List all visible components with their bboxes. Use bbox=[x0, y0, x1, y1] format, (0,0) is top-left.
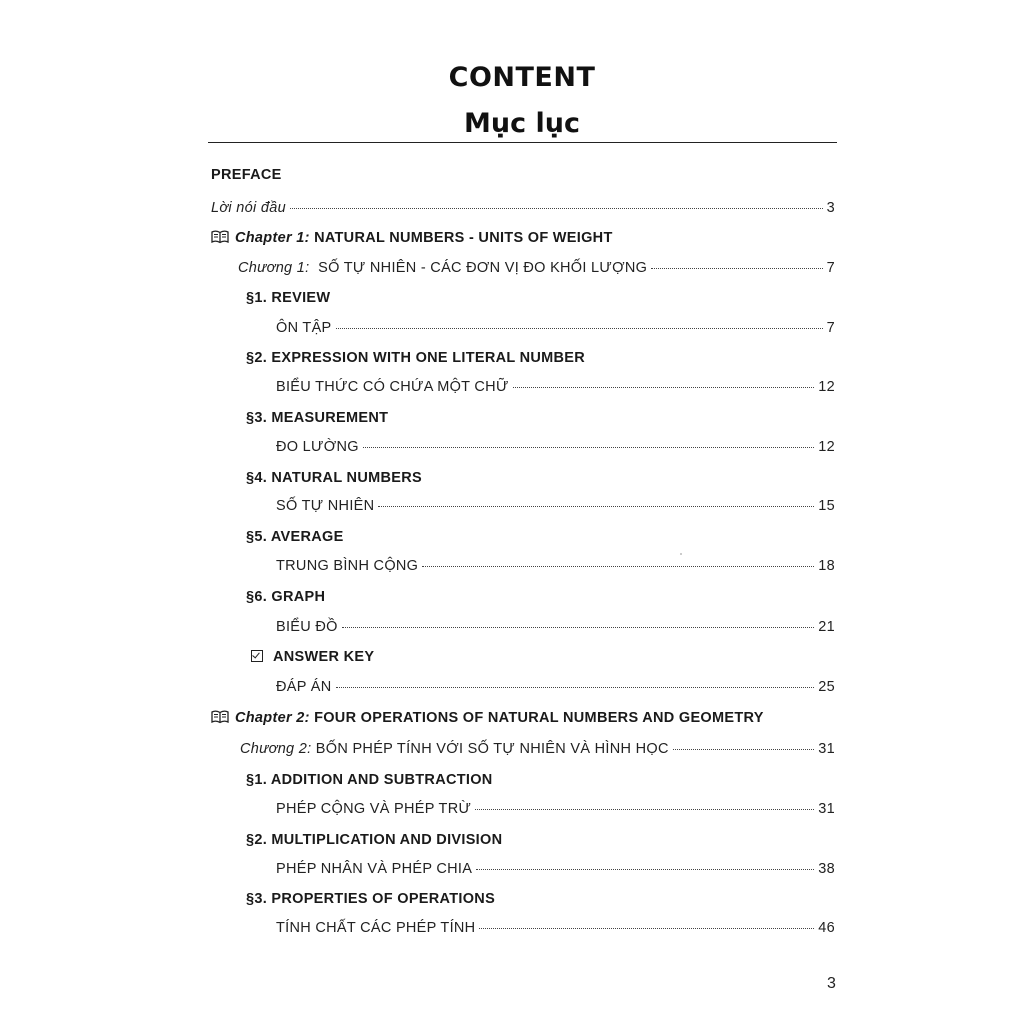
toc-entry-label: Chương 1: SỐ TỰ NHIÊN - CÁC ĐƠN VỊ ĐO KHỐI LƯỢNG bbox=[238, 260, 648, 276]
dot-leader bbox=[290, 207, 823, 209]
dot-leader bbox=[513, 386, 815, 388]
toc-entry-label: SỐ TỰ NHIÊN bbox=[276, 498, 375, 514]
section-heading: §2. MULTIPLICATION AND DIVISION bbox=[246, 832, 503, 848]
toc-entry-label: ĐÁP ÁN bbox=[276, 679, 332, 695]
toc-entry-preface[interactable] bbox=[211, 199, 835, 217]
toc-entry-section[interactable] bbox=[276, 800, 835, 818]
dot-leader bbox=[342, 626, 815, 628]
dot-leader bbox=[378, 505, 814, 507]
toc-page-number: 38 bbox=[818, 861, 835, 877]
section-heading: §2. EXPRESSION WITH ONE LITERAL NUMBER bbox=[246, 350, 586, 366]
dot-leader bbox=[336, 686, 815, 688]
section-heading: §6. GRAPH bbox=[246, 589, 326, 605]
toc-page-number: 25 bbox=[818, 679, 835, 695]
toc-entry-chapter-1[interactable] bbox=[238, 259, 835, 277]
toc-entry-label: Lời nói đầu bbox=[211, 200, 286, 216]
page-subtitle: Mục lục bbox=[464, 108, 580, 139]
toc-page-number: 18 bbox=[818, 558, 835, 574]
toc-entry-label: ĐO LƯỜNG bbox=[276, 439, 359, 455]
page-title: CONTENT bbox=[448, 62, 596, 93]
title-divider bbox=[208, 142, 837, 143]
dot-leader bbox=[673, 748, 815, 750]
toc-page-number: 12 bbox=[818, 439, 835, 455]
chapter-1-heading: Chapter 1: NATURAL NUMBERS - UNITS OF WEIGHT bbox=[211, 229, 613, 249]
chapter-2-heading: Chapter 2: FOUR OPERATIONS OF NATURAL NUMBERS AND GEOMETRY bbox=[211, 709, 764, 729]
toc-entry-label: Chương 2: BỐN PHÉP TÍNH VỚI SỐ TỰ NHIÊN VÀ HÌNH HỌC bbox=[240, 741, 669, 757]
toc-entry-section[interactable] bbox=[276, 678, 835, 696]
toc-entry-section[interactable] bbox=[276, 618, 835, 636]
section-heading: §3. PROPERTIES OF OPERATIONS bbox=[246, 891, 496, 907]
toc-entry-section[interactable] bbox=[276, 919, 835, 937]
dot-leader bbox=[363, 446, 814, 448]
dot-leader bbox=[651, 267, 822, 269]
toc-entry-label: TÍNH CHẤT CÁC PHÉP TÍNH bbox=[276, 920, 476, 936]
dot-leader bbox=[422, 565, 814, 567]
toc-entry-section[interactable] bbox=[276, 557, 835, 575]
preface-heading: PREFACE bbox=[211, 167, 282, 183]
section-heading: §5. AVERAGE bbox=[246, 529, 344, 545]
open-book-icon bbox=[211, 710, 229, 729]
toc-entry-label: BIỂU ĐỒ bbox=[276, 619, 338, 635]
toc-entry-label: BIỂU THỨC CÓ CHỨA MỘT CHỮ bbox=[276, 379, 509, 395]
toc-entry-section[interactable] bbox=[276, 860, 835, 878]
answer-key-heading: ANSWER KEY bbox=[251, 648, 374, 666]
toc-entry-label: PHÉP NHÂN VÀ PHÉP CHIA bbox=[276, 861, 473, 877]
section-heading: §1. REVIEW bbox=[246, 290, 331, 306]
open-book-icon bbox=[211, 230, 229, 249]
scan-speck bbox=[680, 553, 682, 555]
section-heading: §3. MEASUREMENT bbox=[246, 410, 389, 426]
toc-page-number: 31 bbox=[818, 741, 835, 757]
toc-entry-section[interactable] bbox=[276, 319, 835, 337]
toc-page-number: 21 bbox=[818, 619, 835, 635]
toc-page-number: 12 bbox=[818, 379, 835, 395]
dot-leader bbox=[476, 868, 814, 870]
toc-page-number: 3 bbox=[826, 200, 835, 216]
dot-leader bbox=[475, 808, 814, 810]
toc-page-number: 7 bbox=[826, 320, 835, 336]
toc-entry-section[interactable] bbox=[276, 378, 835, 396]
checkbox-icon bbox=[251, 650, 263, 662]
toc-entry-chapter-2[interactable] bbox=[240, 740, 835, 758]
dot-leader bbox=[479, 927, 814, 929]
toc-entry-section[interactable] bbox=[276, 438, 835, 456]
toc-page-number: 7 bbox=[826, 260, 835, 276]
toc-entry-label: PHÉP CỘNG VÀ PHÉP TRỪ bbox=[276, 801, 472, 817]
toc-page-number: 15 bbox=[818, 498, 835, 514]
toc-page-number: 46 bbox=[818, 920, 835, 936]
dot-leader bbox=[336, 327, 823, 329]
toc-page-number: 31 bbox=[818, 801, 835, 817]
toc-entry-section[interactable] bbox=[276, 497, 835, 515]
footer-page-number: 3 bbox=[827, 975, 836, 992]
section-heading: §4. NATURAL NUMBERS bbox=[246, 470, 422, 486]
section-heading: §1. ADDITION AND SUBTRACTION bbox=[246, 772, 493, 788]
toc-entry-label: TRUNG BÌNH CỘNG bbox=[276, 558, 419, 574]
toc-entry-label: ÔN TẬP bbox=[276, 320, 332, 336]
